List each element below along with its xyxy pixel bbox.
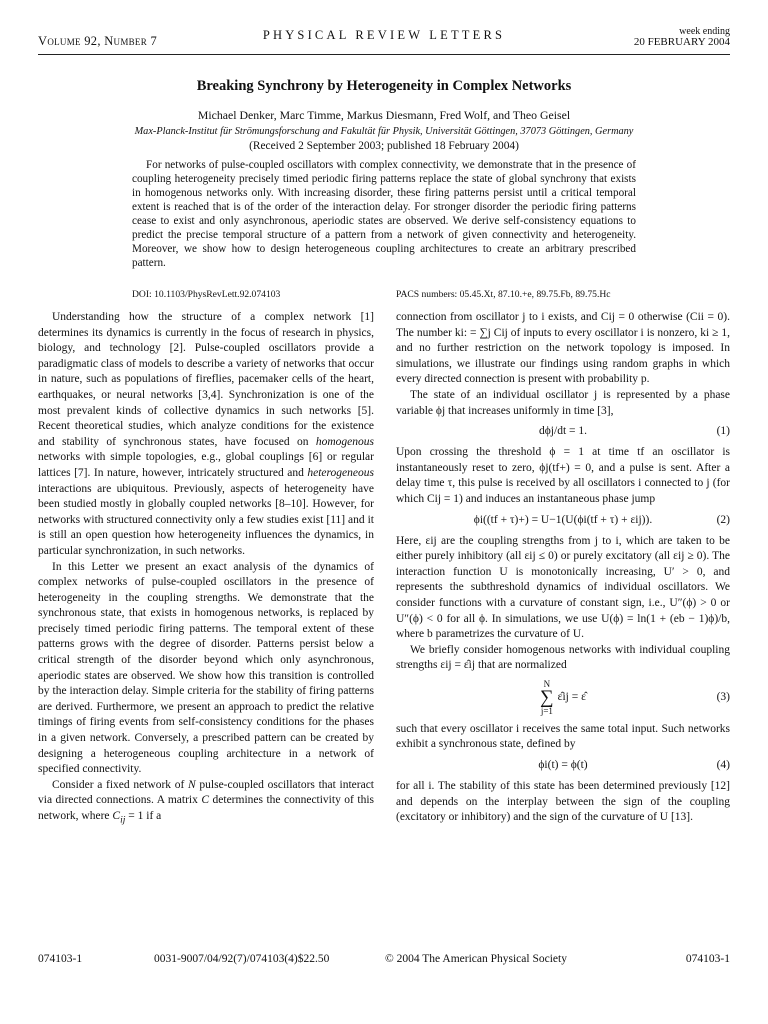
received-dates: (Received 2 September 2003; published 18 February 2004) [249,140,519,152]
paragraph-homogenous: We briefly consider homogenous networks with individual coupling strengths εij = ε̂ij that are normalized [396,643,730,672]
equation-2-body: ϕi((tf + τ)+) = U−1(U(ϕi(tf + τ) + εij)). [473,513,653,526]
summation-symbol: N ∑ j=1 [540,678,554,716]
paragraph-sync-state: such that every oscillator i receives the same total input. Such networks exhibit a synchronous state, defined by [396,722,730,751]
sum-lower-limit: j=1 [540,705,553,716]
header-rule [38,54,730,55]
sum-upper-limit: N [543,678,551,689]
equation-4-number: (4) [716,759,730,772]
paragraph-stability: for all i. The stability of this state has been determined previously [12] and depends on the interplay between the sign of the coupling (excitatory or inhibitory) and the sign of the curvature of U [13]. [396,780,730,824]
author-list: Michael Denker, Marc Timme, Markus Diesmann, Fred Wolf, and Theo Geisel [197,108,571,122]
left-column [38,310,374,828]
equation-2-number: (2) [716,513,730,526]
equation-3-body: ε̂ij = ε̂ [557,691,586,704]
paragraph-model: Consider a fixed network of N pulse-coupled oscillators that interact via directed connections. A matrix C determines the connectivity of this network, where $C_{ij} = 1$ if a [38,778,375,826]
equation-1-body: dϕj/dt = 1. [539,425,587,438]
week-ending-date: 20 FEBRUARY 2004 [633,36,730,48]
abstract: For networks of pulse-coupled oscillators with complex connectivity, we demonstrate that in the presence of coupling heterogeneity precisely timed periodic firing patterns replace the state of global synchrony that exists in homogenous networks only. With increasing disorder, these firing patterns persist until a critical temporal extent is reached that is of the order of the interaction delay. For stronger disorder the periodic firing patterns cease to exist and only asynchronous, aperiodic states are observed. We derive self-consistency equations to predict the precise temporal structure of a pattern from a network of given connectivity and heterogeneity. Moreover, we show how to design heterogeneous coupling architectures to create an arbitrary prescribed pattern. [132,159,636,269]
footer-page-number-left: 074103-1 [38,953,83,965]
week-ending [634,26,730,48]
pacs-numbers: PACS numbers: 05.45.Xt, 87.10.+e, 89.75.Fb, 89.75.Hc [396,289,611,300]
paragraph-letter-overview: In this Letter we present an exact analysis of the dynamics of complex networks of pulse-coupled oscillators in the presence of heterogeneity in the coupling strengths. We demonstrate that the synchronous state, that exists in homogenous networks, is replaced by precisely timed periodic firing patterns. The temporal extent of these patterns grows with the degree of disorder. Patterns persist below a critical strength of the disorder beyond which only asynchronous, aperiodic states are observed. We show how this transition is controlled by the interaction delay. Simple criteria for the stability of firing patterns are derived. Furthermore, we present an approach to predict the relative timings of firing events from self-consistency conditions for the phases in a given network. Conversely, a prescribed pattern can be created by designing a heterogeneous coupling architecture in a network of specified connectivity. [38,560,374,776]
paragraph-connectivity: connection from oscillator j to i exists, and Cij = 0 otherwise (Cii = 0). The number ki: = ∑j Cij of inputs to every oscillator i is nonzero, ki ≥ 1, and no further restriction on the network topology is imposed. In simulations, we illustrate our findings using random graphs in which every directed connection is present with probability p. [396,311,730,386]
affiliation: Max-Planck-Institut für Strömungsforschung and Fakultät für Physik, Universität Göttingen, 37073 Göttingen, Germany [134,126,634,137]
equation-4 [396,754,730,778]
footer-page-number-right: 074103-1 [685,953,730,965]
equation-4-body: ϕi(t) = ϕ(t) [538,759,588,772]
page-footer [38,953,730,967]
running-head [38,26,730,56]
footer-copyright: © 2004 The American Physical Society [385,953,567,965]
paragraph-coupling: Here, εij are the coupling strengths from j to i, which are taken to be either purely inhibitory (all εij ≤ 0) or purely excitatory (all εij ≥ 0). The interaction function U is monotonically increasing, U′ > 0, and represents the subthreshold dynamics of individual oscillators. We consider functions with a curvature of constant sign, i.e., U″(ϕ) > 0 or U″(ϕ) < 0 for all ϕ. In simulations, we use U(ϕ) = ln(1 + (eb − 1)ϕ)/b, where b parametrizes the curvature of U. [396,534,730,641]
paragraph-intro: Understanding how the structure of a complex network [1] determines its dynamics is currently in the focus of research in physics, biology, and technology [2]. Pulse-coupled oscillators provide a paradigmatic class of models to describe a variety of networks that occur in nature, such as populations of fireflies, pacemaker cells of the heart, earthquakes, or neural networks [3,4]. Synchronization is one of the most prevalent kinds of collective dynamics in such networks [5]. Recent theoretical studies, which analyze conditions for the existence and stability of synchronous states, have focused on homogenous networks with simple topologies, e.g., global couplings [6] or regular lattices [7]. In nature, however, intricately structured and heterogeneous interactions are ubiquitous. Previously, aspects of heterogeneity have been studied mostly in globally coupled networks [8–10]. However, for networks with structured connectivity only a few studies exist [11] and it is still an open question how heterogeneity influences the dynamics, in particular synchronization, in such networks. [38,311,374,557]
week-ending-label: week ending [679,26,730,37]
equation-1 [396,420,730,444]
right-column [396,310,730,826]
paragraph-reset: Upon crossing the threshold ϕ = 1 at time tf an oscillator is instantaneously reset to zero, ϕj(tf+) = 0, and a pulse is sent. After a delay time τ, this pulse is received by all oscillators i connected to j (for which Cij = 1) and induces an instantaneous phase jump [396,446,730,505]
journal-name: PHYSICAL REVIEW LETTERS [262,28,506,42]
footer-issn: 0031-9007/04/92(7)/074103(4)$22.50 [154,953,330,965]
equation-2 [396,509,730,533]
paragraph-phase: The state of an individual oscillator j is represented by a phase variable ϕj that increases uniformly in time [3], [396,388,730,417]
article-title: Breaking Synchrony by Heterogeneity in Complex Networks [196,78,572,94]
doi: DOI: 10.1103/PhysRevLett.92.074103 [132,289,281,300]
equation-3-number: (3) [716,691,730,704]
volume-number: Volume 92, Number 7 [38,34,158,48]
equation-3 [396,675,730,721]
equation-1-number: (1) [716,425,730,438]
